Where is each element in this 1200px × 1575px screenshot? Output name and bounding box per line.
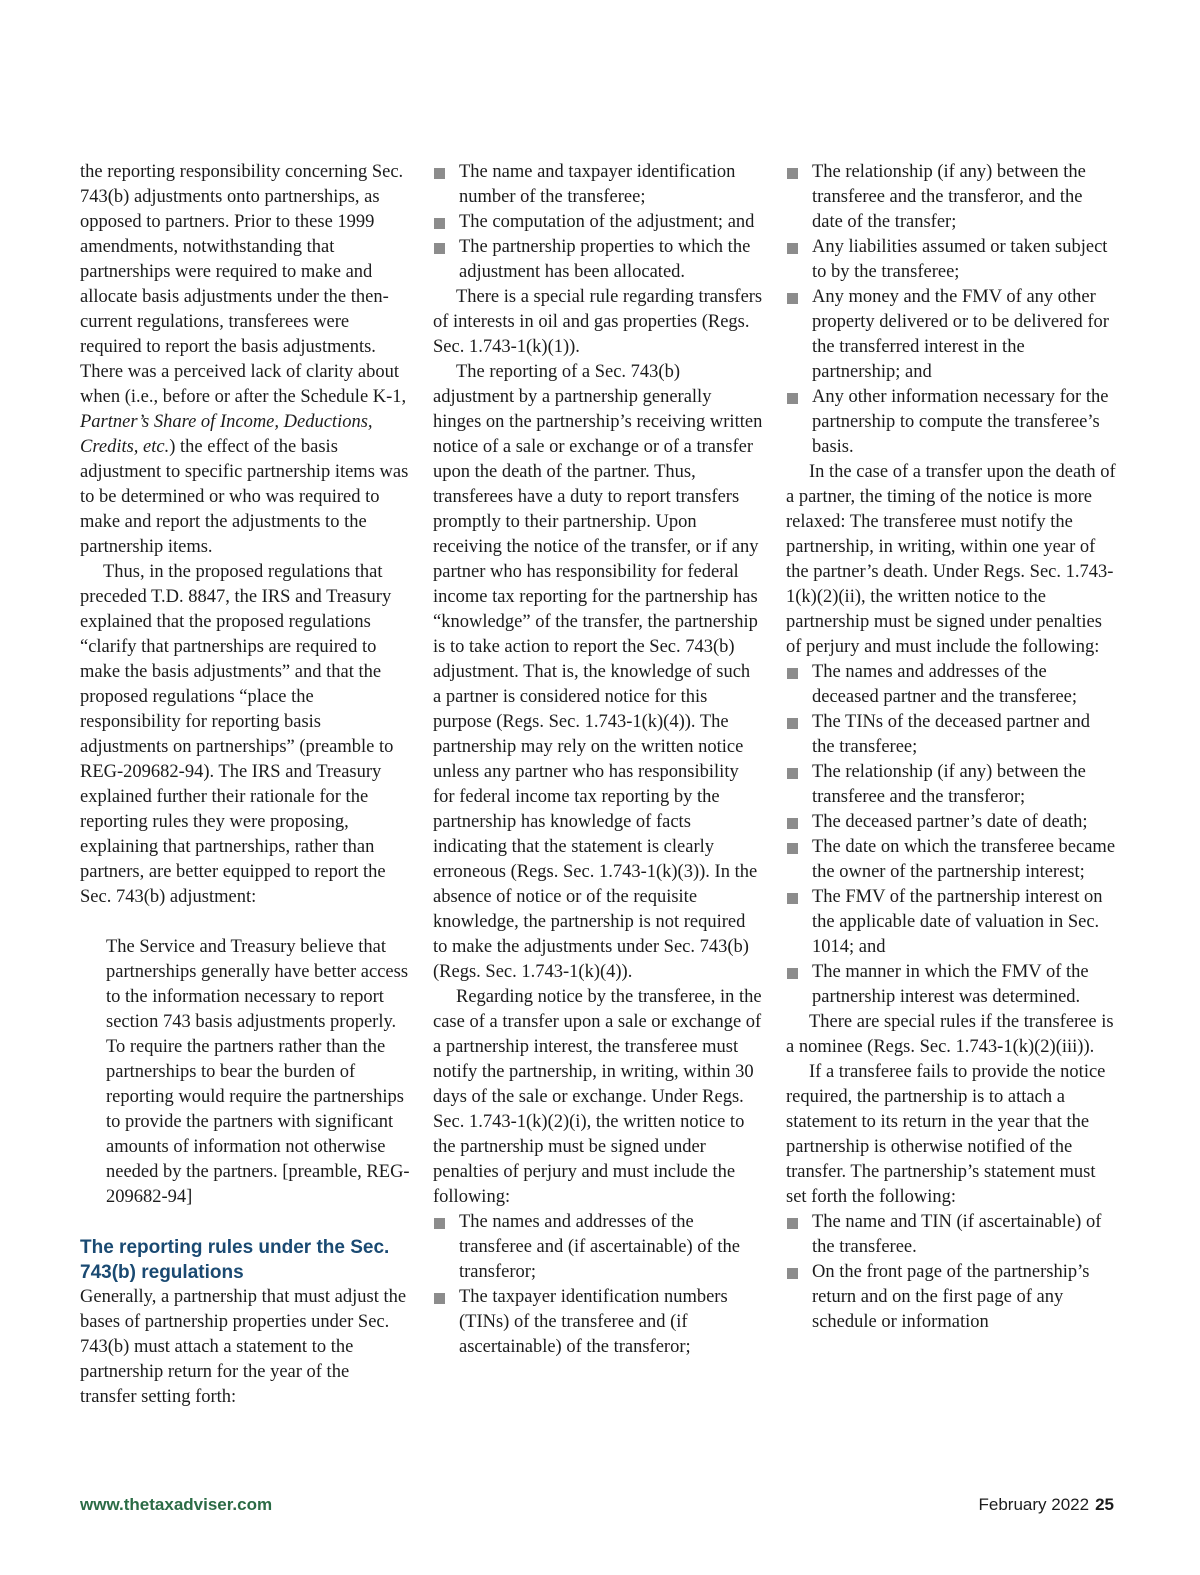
footer-issue-info [979, 1493, 1115, 1517]
paragraph: There are special rules if the transferee is a nominee (Regs. Sec. 1.743-1(k)(2)(iii)). [786, 1012, 1114, 1057]
list-item [786, 660, 1116, 710]
list-item-text: Any money and the FMV of any other property delivered or to be delivered for the transferred interest in the partnership; and [812, 287, 1109, 382]
square-bullet-icon [434, 218, 445, 229]
list-item-text: Any other information necessary for the partnership to compute the transferee’s basis. [812, 387, 1109, 457]
paragraph: There is a special rule regarding transfers of interests in oil and gas properties (Regs. Sec. 1.743-1(k)(1)). [433, 287, 763, 357]
square-bullet-icon [434, 168, 445, 179]
article-column-3 [786, 160, 1116, 1335]
list-item [433, 1210, 763, 1285]
issue-date: February 2022 [978, 1495, 1090, 1514]
list-item-text: The partnership properties to which the adjustment has been allocated. [459, 237, 751, 282]
list-item-text: The name and TIN (if ascertainable) of the transferee. [812, 1212, 1102, 1257]
square-bullet-icon [434, 1218, 445, 1229]
list-item-text: Any liabilities assumed or taken subject to by the transferee; [812, 237, 1108, 282]
paragraph: Thus, in the proposed regulations that preceded T.D. 8847, the IRS and Treasury explained that the proposed regulations “clarify that partnerships are required to make the basis adjustments” and that the proposed regulations “place the responsibility for reporting basis adjustments on partnerships” (preamble to REG-209682-94). The IRS and Treasury explained further their rationale for the reporting rules they were proposing, explaining that partnerships, rather than partners, are better equipped to report the Sec. 743(b) adjustment: [80, 562, 394, 907]
list-item [786, 960, 1116, 1010]
list-item [433, 1285, 763, 1360]
square-bullet-icon [434, 1293, 445, 1304]
list-item [786, 1210, 1116, 1260]
square-bullet-icon [434, 243, 445, 254]
list-item [433, 210, 763, 235]
article-column-1 [80, 160, 410, 1410]
square-bullet-icon [787, 168, 798, 179]
block-quote: The Service and Treasury believe that partnerships generally have better access to the information necessary to report section 743 basis adjustments properly. To require the partners rather than the partnerships to bear the burden of reporting would require the partnerships to provide the partners with significant amounts of information not otherwise needed by the partners. [preamble, REG-209682-94] [106, 937, 410, 1207]
bullet-list [786, 160, 1116, 460]
paragraph-text: the reporting responsibility concerning Sec. 743(b) adjustments onto partnerships, as opposed to partners. Prior to these 1999 amendments, notwithstanding that partnerships were required to make and allocate basis adjustments under the then-current regulations, transferees were required to report the basis adjustments. There was a perceived lack of clarity about when (i.e., before or after the Schedule K-1, [80, 162, 407, 407]
paragraph-text: ) the effect of the basis adjustment to specific partnership items was to be determined or who was required to make and report the adjustments to the partnership items. [80, 437, 409, 557]
list-item-text: The relationship (if any) between the transferee and the transferor; [812, 762, 1086, 807]
list-item [433, 235, 763, 285]
list-item-text: The TINs of the deceased partner and the transferee; [812, 712, 1091, 757]
list-item-text: The taxpayer identification numbers (TINs) of the transferee and (if ascertainable) of the transferor; [459, 1287, 728, 1357]
bullet-list [433, 160, 763, 285]
list-item [786, 810, 1116, 835]
list-item [786, 385, 1116, 460]
paragraph: If a transferee fails to provide the notice required, the partnership is to attach a statement to its return in the year that the partnership is otherwise notified of the transfer. The partnership’s statement must set forth the following: [786, 1062, 1106, 1207]
page-number: 25 [1095, 1495, 1114, 1514]
article-column-2 [433, 160, 763, 1360]
paragraph: The reporting of a Sec. 743(b) adjustment by a partnership generally hinges on the partnership’s receiving written notice of a sale or exchange or of a transfer upon the death of the partner. Thus, transferees have a duty to report transfers promptly to their partnership. Upon receiving the notice of the transfer, or if any partner who has responsibility for federal income tax reporting for the partnership has “knowledge” of the transfer, the partnership is to take action to report the Sec. 743(b) adjustment. That is, the knowledge of such a partner is considered notice for this purpose (Regs. Sec. 1.743-1(k)(4)). The partnership may rely on the written notice unless any partner who has responsibility for federal income tax reporting by the partnership has knowledge of facts indicating that the statement is clearly erroneous (Regs. Sec. 1.743-1(k)(3)). In the absence of notice or of the requisite knowledge, the partnership is not required to make the adjustments under Sec. 743(b) (Regs. Sec. 1.743-1(k)(4)). [433, 362, 763, 982]
paragraph: Generally, a partnership that must adjust the bases of partnership properties under Sec. 743(b) must attach a statement to the partnership return for the year of the transfer setting forth: [80, 1287, 407, 1407]
list-item-text: The names and addresses of the transferee and (if ascertainable) of the transferor; [459, 1212, 740, 1282]
footer-website-link[interactable]: www.thetaxadviser.com [80, 1495, 273, 1514]
list-item [786, 235, 1116, 285]
square-bullet-icon [787, 1268, 798, 1279]
list-item-text: The names and addresses of the deceased partner and the transferee; [812, 662, 1078, 707]
form-title-italic: Partner’s Share of Income, Deductions, Credits, etc. [80, 412, 373, 457]
list-item-text: The FMV of the partnership interest on the applicable date of valuation in Sec. 1014; and [812, 887, 1103, 957]
list-item-text: On the front page of the partnership’s return and on the first page of any schedule or information [812, 1262, 1090, 1332]
list-item-text: The name and taxpayer identification number of the transferee; [459, 162, 736, 207]
square-bullet-icon [787, 243, 798, 254]
list-item-text: The relationship (if any) between the transferee and the transferor, and the date of the transfer; [812, 162, 1086, 232]
square-bullet-icon [787, 818, 798, 829]
section-heading: The reporting rules under the Sec. 743(b) regulations [80, 1237, 390, 1283]
paragraph: In the case of a transfer upon the death of a partner, the timing of the notice is more relaxed: The transferee must notify the partnership, in writing, within one year of the partner’s death. Under Regs. Sec. 1.743-1(k)(2)(ii), the written notice to the partnership must be signed under penalties of perjury and must include the following: [786, 462, 1116, 657]
square-bullet-icon [787, 843, 798, 854]
list-item [786, 1260, 1116, 1335]
square-bullet-icon [787, 893, 798, 904]
bullet-list [786, 660, 1116, 1010]
bullet-list [433, 1210, 763, 1360]
square-bullet-icon [787, 1218, 798, 1229]
list-item [786, 710, 1116, 760]
list-item-text: The deceased partner’s date of death; [812, 812, 1088, 832]
list-item-text: The computation of the adjustment; and [459, 212, 755, 232]
list-item [786, 760, 1116, 810]
square-bullet-icon [787, 393, 798, 404]
list-item [786, 160, 1116, 235]
square-bullet-icon [787, 293, 798, 304]
list-item [786, 285, 1116, 385]
list-item [786, 835, 1116, 885]
list-item [433, 160, 763, 210]
square-bullet-icon [787, 668, 798, 679]
paragraph [80, 160, 410, 560]
list-item-text: The manner in which the FMV of the partnership interest was determined. [812, 962, 1089, 1007]
square-bullet-icon [787, 718, 798, 729]
list-item [786, 885, 1116, 960]
bullet-list [786, 1210, 1116, 1335]
paragraph: Regarding notice by the transferee, in the case of a transfer upon a sale or exchange of a partnership interest, the transferee must notify the partnership, in writing, within 30 days of the sale or exchange. Under Regs. Sec. 1.743-1(k)(2)(i), the written notice to the partnership must be signed under penalties of perjury and must include the following: [433, 987, 762, 1207]
square-bullet-icon [787, 768, 798, 779]
square-bullet-icon [787, 968, 798, 979]
list-item-text: The date on which the transferee became the owner of the partnership interest; [812, 837, 1116, 882]
